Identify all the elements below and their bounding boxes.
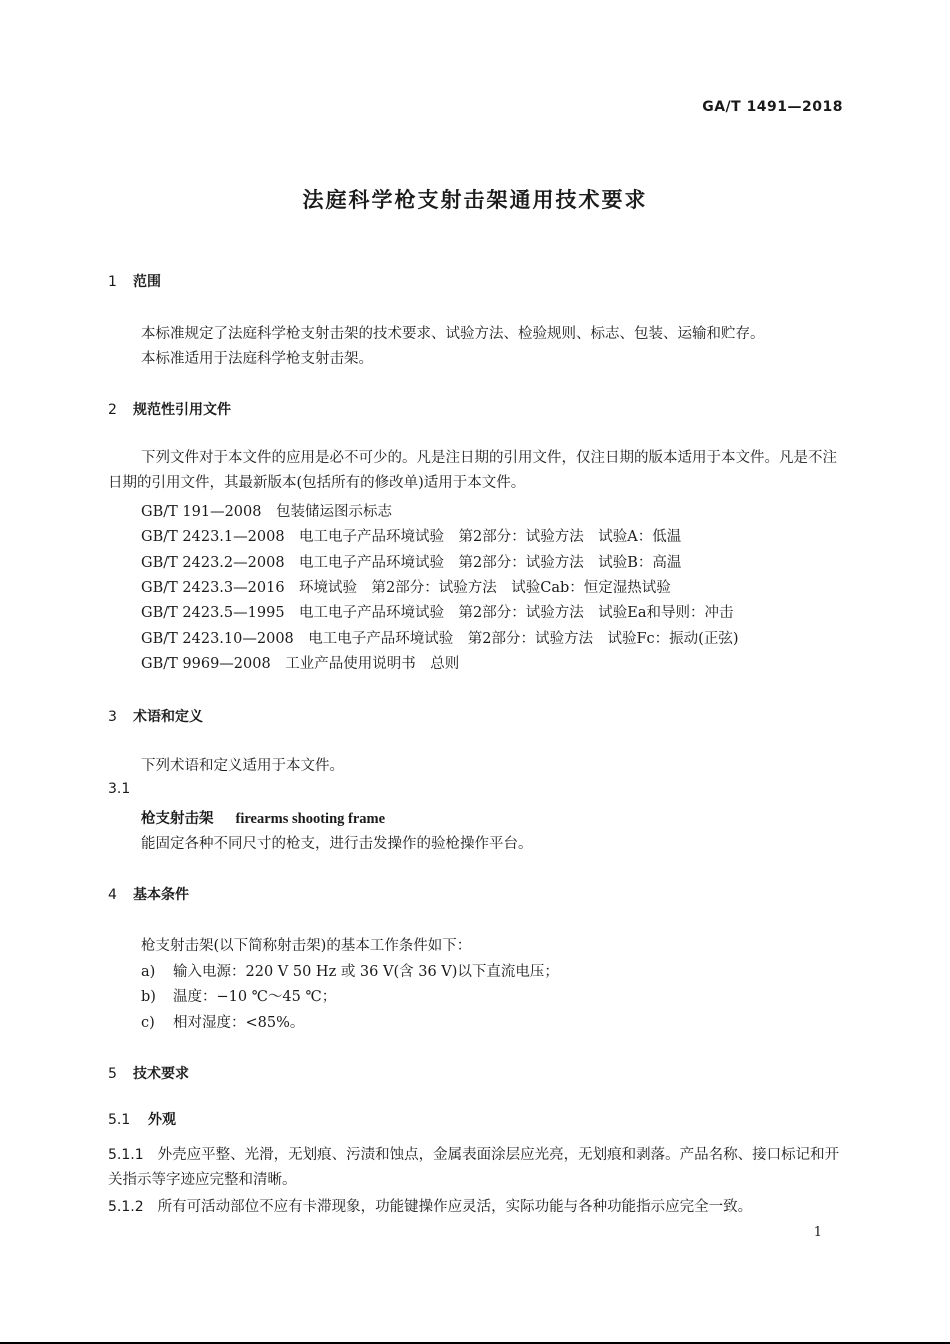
page-number: 1 <box>813 1225 822 1240</box>
standard-code: GA/T 1491—2018 <box>702 99 843 115</box>
subsection-5-1-heading <box>108 1109 176 1129</box>
term-number: 3.1 <box>108 781 131 797</box>
section-title: 基本条件 <box>133 887 189 903</box>
section-4-heading <box>108 884 189 904</box>
subsection-number: 5.1 <box>108 1112 131 1128</box>
reference-item: GB/T 9969—2008 工业产品使用说明书 总则 <box>141 656 460 672</box>
conditions-intro: 枪支射击架(以下简称射击架)的基本工作条件如下： <box>141 938 472 954</box>
section-title: 规范性引用文件 <box>133 402 231 418</box>
section-title: 范围 <box>133 274 161 290</box>
list-item <box>141 985 336 1006</box>
section-number: 2 <box>108 402 117 418</box>
clause-5-1-1 <box>108 1143 844 1193</box>
terms-intro: 下列术语和定义适用于本文件。 <box>141 758 344 774</box>
list-item <box>141 960 559 981</box>
reference-item: GB/T 191—2008 包装储运图示标志 <box>141 504 392 520</box>
reference-item: GB/T 2423.2—2008 电工电子产品环境试验 第2部分：试验方法 试验B：高温 <box>141 555 682 571</box>
reference-item: GB/T 2423.3—2016 环境试验 第2部分：试验方法 试验Cab：恒定湿热试验 <box>141 580 671 596</box>
clause-text: 外壳应平整、光滑，无划痕、污渍和蚀点，金属表面涂层应光亮，无划痕和剥落。产品名称、接口标记和开关指示等字迹应完整和清晰。 <box>108 1147 840 1188</box>
term-name <box>141 807 385 828</box>
clause-text: 所有可活动部位不应有卡滞现象，功能键操作应灵活，实际功能与各种功能指示应完全一致。 <box>157 1199 753 1215</box>
term-name-en: firearms shooting frame <box>235 811 386 827</box>
clause-number: 5.1.2 <box>108 1199 144 1215</box>
section-title: 术语和定义 <box>133 709 203 725</box>
references-intro: 下列文件对于本文件的应用是必不可少的。凡是注日期的引用文件，仅注日期的版本适用于本文件。凡是不注日期的引用文件，其最新版本(包括所有的修改单)适用于本文件。 <box>108 450 837 491</box>
section-title: 技术要求 <box>133 1066 189 1082</box>
list-text: 输入电源：220 V 50 Hz 或 36 V(含 36 V)以下直流电压； <box>173 964 559 980</box>
subsection-title: 外观 <box>148 1112 176 1128</box>
term-name-zh: 枪支射击架 <box>141 811 214 827</box>
list-marker: b) <box>141 989 156 1005</box>
list-text: 温度：−10 ℃～45 ℃； <box>173 989 337 1005</box>
section-5-heading <box>108 1063 189 1083</box>
document-title: 法庭科学枪支射击架通用技术要求 <box>302 188 648 212</box>
section-number: 3 <box>108 709 117 725</box>
reference-item: GB/T 2423.10—2008 电工电子产品环境试验 第2部分：试验方法 试验Fc：振动(正弦) <box>141 631 739 647</box>
section-number: 5 <box>108 1066 117 1082</box>
section-3-heading <box>108 706 203 726</box>
section-number: 1 <box>108 274 117 290</box>
clause-number: 5.1.1 <box>108 1147 144 1163</box>
section-number: 4 <box>108 887 117 903</box>
reference-item: GB/T 2423.5—1995 电工电子产品环境试验 第2部分：试验方法 试验Ea和导则：冲击 <box>141 605 734 621</box>
section-2-heading <box>108 399 231 419</box>
term-definition: 能固定各种不同尺寸的枪支，进行击发操作的验枪操作平台。 <box>141 836 533 852</box>
section-1-heading <box>108 271 161 291</box>
reference-item: GB/T 2423.1—2008 电工电子产品环境试验 第2部分：试验方法 试验A：低温 <box>141 529 682 545</box>
list-marker: c) <box>141 1015 155 1031</box>
clause-5-1-2 <box>108 1195 844 1220</box>
list-item <box>141 1011 304 1032</box>
scope-paragraph-1: 本标准规定了法庭科学枪支射击架的技术要求、试验方法、检验规则、标志、包装、运输和贮存。 <box>141 326 765 342</box>
list-text: 相对湿度：<85%。 <box>173 1015 305 1031</box>
list-marker: a) <box>141 964 156 980</box>
scope-paragraph-2: 本标准适用于法庭科学枪支射击架。 <box>141 351 373 367</box>
